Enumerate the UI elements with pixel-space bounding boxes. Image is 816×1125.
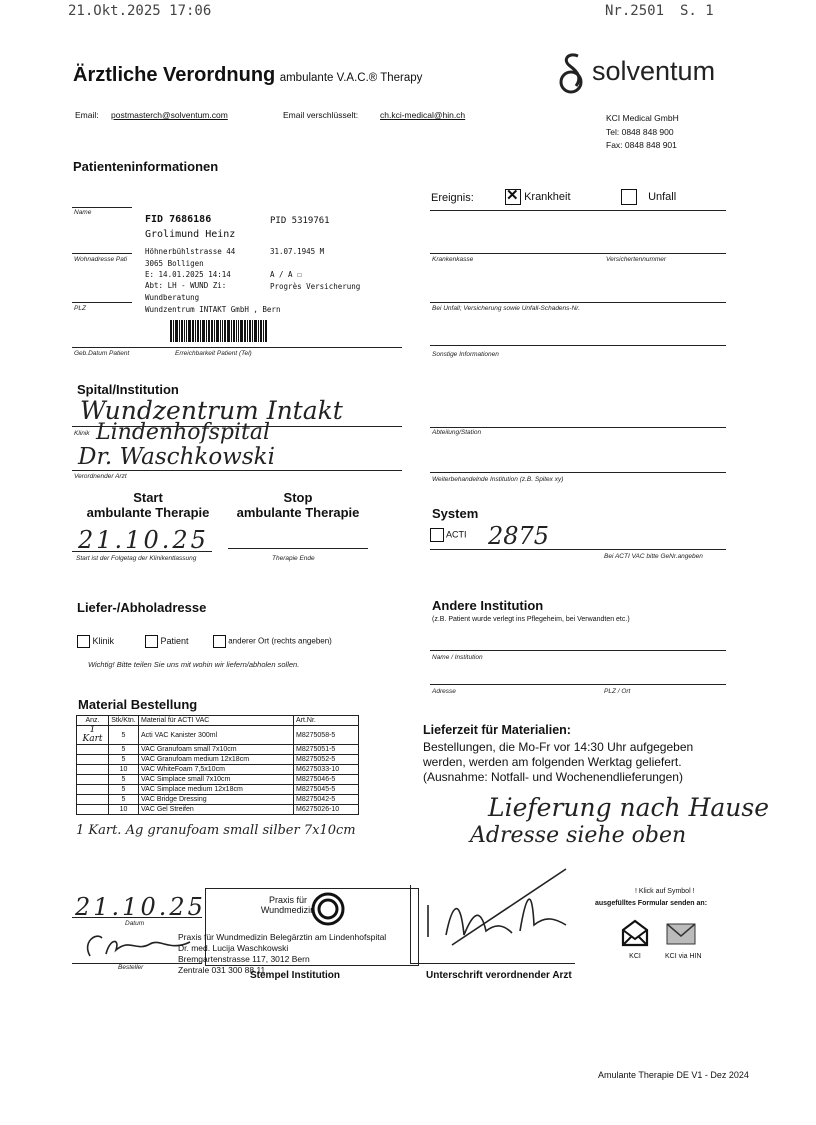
company-name: KCI Medical GmbH — [606, 113, 679, 123]
patient-entry: E: 14.01.2025 14:14 — [145, 270, 231, 279]
delivery-clinic-checkbox[interactable] — [77, 635, 90, 648]
material-table — [76, 715, 359, 815]
send-instruction: ausgefülltes Formular senden an: — [595, 900, 708, 907]
logo-text: solventum — [592, 56, 716, 86]
insurer-label: Krankenkasse — [432, 256, 474, 263]
stamp-label: Stempel Institution — [250, 970, 340, 981]
material-name: Acti VAC Kanister 300ml — [139, 726, 294, 745]
send-kci-hin-button[interactable] — [665, 918, 702, 960]
material-article: M6275033-10 — [294, 765, 359, 775]
patient-pid: PID 5319761 — [270, 216, 330, 226]
material-pcs: 5 — [109, 745, 139, 755]
material-qty — [77, 745, 109, 755]
title-sub: ambulante V.A.C.® Therapy — [279, 72, 423, 84]
doctor-label: Verordnender Arzt — [74, 473, 127, 480]
stamp-title: Praxis für Wundmedizin — [260, 895, 316, 915]
material-row — [77, 785, 359, 795]
delivery-patient-label: Patient — [160, 635, 189, 646]
material-header-row — [77, 716, 359, 726]
material-name: VAC Simplace small 7x10cm — [139, 775, 294, 785]
material-row — [77, 805, 359, 815]
material-row — [77, 755, 359, 765]
patient-barcode — [170, 320, 268, 347]
stop-heading — [228, 490, 368, 520]
material-hand-note: 1 Kart. Ag granufoam small silber 7x10cm — [76, 823, 356, 838]
name-label: Name — [74, 209, 92, 216]
material-name: VAC Gel Streifen — [139, 805, 294, 815]
plz-label: PLZ — [74, 305, 86, 312]
system-heading: System — [432, 506, 479, 521]
material-article: M8275051-5 — [294, 745, 359, 755]
material-row — [77, 765, 359, 775]
material-article: M8275042-5 — [294, 795, 359, 805]
delivery-clinic-option[interactable] — [77, 635, 114, 648]
title-main: Ärztliche Verordnung — [73, 64, 276, 86]
delivery-other-checkbox[interactable] — [213, 635, 226, 648]
insured-no-label: Versichertennummer — [606, 256, 667, 263]
clinic-label: Klinik — [74, 430, 90, 437]
accident-info-label: Bei Unfall; Versicherung sowie Unfall-Schadens-Nr. — [432, 305, 580, 312]
patient-name: Grolimund Heinz — [145, 229, 236, 240]
delivery-heading: Liefer-/Abholadresse — [77, 600, 207, 615]
email-enc-label: Email verschlüsselt: — [283, 110, 359, 120]
accident-label: Unfall — [648, 190, 677, 203]
send-kci-button[interactable] — [620, 918, 650, 960]
accident-checkbox[interactable] — [621, 189, 637, 205]
start-heading — [78, 490, 218, 520]
address-label: Wohnadresse Pati — [74, 256, 128, 263]
col-material: Material für ACTI VAC — [139, 716, 294, 726]
lead-time-2: werden, werden am folgenden Werktag geliefert. — [423, 755, 682, 769]
ward-label: Abteilung/Station — [432, 429, 482, 436]
institution-heading: Spital/Institution — [77, 382, 179, 397]
delivery-clinic-label: Klinik — [92, 635, 115, 646]
end-label: Therapie Ende — [272, 555, 315, 562]
material-name: VAC Granufoam medium 12x18cm — [139, 755, 294, 765]
material-qty — [77, 755, 109, 765]
material-row — [77, 775, 359, 785]
acti-note: Bei ACTI VAC bitte GeNr.angeben — [604, 553, 703, 560]
patient-birth: 31.07.1945 M — [270, 247, 325, 256]
patient-street: Höhnerbühlstrasse 44 — [145, 247, 236, 256]
device-no-hand: 2875 — [488, 522, 550, 550]
material-qty — [77, 805, 109, 815]
click-instruction: ! Klick auf Symbol ! — [635, 888, 695, 895]
hand-institution: Wundzentrum Intakt — [80, 396, 343, 425]
patient-city: 3065 Bolligen — [145, 259, 204, 268]
material-article: M8275045-5 — [294, 785, 359, 795]
stamp-line-3: Bremgartenstrasse 117, 3012 Bern — [178, 954, 310, 964]
kci-label: KCI — [629, 953, 641, 960]
dob-label: Geb.Datum Patient — [74, 350, 130, 357]
doctor-signature — [416, 865, 596, 965]
col-pcs: Stk/Ktn. — [109, 716, 139, 726]
material-pcs: 5 — [109, 755, 139, 765]
other-address-label: Adresse — [432, 688, 456, 695]
company-tel: Tel: 0848 848 900 — [606, 127, 674, 137]
fax-number: Nr.2501 — [605, 3, 665, 19]
patient-dept: Abt: LH - WUND Zi: — [145, 281, 227, 290]
stamp-line-4: Zentrale 031 300 88 11 — [178, 965, 266, 975]
material-row — [77, 795, 359, 805]
material-pcs: 10 — [109, 765, 139, 775]
col-article: Art.Nr. — [294, 716, 359, 726]
signature-label: Unterschrift verordnender Arzt — [426, 970, 572, 981]
stop-heading-1: Stop — [283, 490, 313, 505]
stop-heading-2: ambulante Therapie — [236, 505, 360, 520]
material-row — [77, 745, 359, 755]
material-pcs: 5 — [109, 775, 139, 785]
footer-date-label: Datum — [125, 920, 145, 927]
form-version: Amulante Therapie DE V1 - Dez 2024 — [598, 1070, 749, 1080]
delivery-other-option[interactable] — [213, 635, 332, 648]
solventum-s-icon — [558, 52, 586, 96]
reach-label: Erreichbarkeit Patient (Tel) — [175, 350, 252, 357]
delivery-patient-checkbox[interactable] — [145, 635, 158, 648]
further-inst-label: Weiterbehandelnde Institution (z.B. Spitex xy) — [432, 476, 564, 483]
other-inst-heading: Andere Institution — [432, 598, 544, 613]
material-pcs: 5 — [109, 785, 139, 795]
company-fax: Fax: 0848 848 901 — [606, 140, 677, 150]
patient-dept2: Wundberatung — [145, 293, 200, 302]
patient-heading: Patienteninformationen — [73, 159, 219, 174]
other-plz-label: PLZ / Ort — [604, 688, 631, 695]
start-date-hand: 21.10.25 — [78, 526, 209, 554]
delivery-important: Wichtig! Bitte teilen Sie uns mit wohin wir liefern/abholen sollen. — [88, 660, 300, 669]
material-qty: 1 Kart — [77, 726, 109, 745]
fax-page: S. 1 — [680, 3, 714, 19]
acti-option[interactable] — [430, 528, 467, 542]
start-heading-1: Start — [133, 490, 163, 505]
delivery-other-label: anderer Ort (rechts angeben) — [228, 636, 332, 646]
other-inst-sub: (z.B. Patient wurde verlegt ins Pflegeheim, bei Verwandten etc.) — [432, 616, 630, 623]
material-name: VAC Simplace medium 12x18cm — [139, 785, 294, 795]
illness-option[interactable] — [505, 189, 571, 205]
lead-time-heading: Lieferzeit für Materialien: — [423, 723, 571, 737]
material-name: VAC WhiteFoam 7,5x10cm — [139, 765, 294, 775]
kci-hin-label: KCI via HIN — [665, 953, 702, 960]
form-title — [73, 64, 422, 87]
email-link[interactable]: postmasterch@solventum.com — [111, 110, 228, 120]
delivery-hand-1: Lieferung nach Hause — [488, 793, 770, 822]
material-pcs: 5 — [109, 795, 139, 805]
solventum-logo — [558, 52, 716, 101]
email-enc-link[interactable]: ch.kci-medical@hin.ch — [380, 110, 466, 120]
patient-fid: FID 7686186 — [145, 214, 212, 225]
footer-date-hand: 21.10.25 — [75, 893, 206, 921]
stamp-line-2: Dr. med. Lucija Waschkowski — [178, 943, 289, 953]
material-qty — [77, 765, 109, 775]
stamp-line-1: Praxis für Wundmedizin Belegärztin am Lindenhofspital — [178, 932, 387, 942]
material-pcs: 5 — [109, 726, 139, 745]
material-article: M8275052-5 — [294, 755, 359, 765]
patient-insurer: Progrès Versicherung — [270, 282, 361, 291]
material-heading: Material Bestellung — [78, 697, 198, 712]
delivery-hand-2: Adresse siehe oben — [470, 823, 687, 848]
event-label: Ereignis: — [431, 192, 474, 204]
patient-code: A / A ☐ — [270, 270, 302, 279]
material-qty — [77, 775, 109, 785]
delivery-patient-option[interactable] — [145, 635, 189, 648]
material-pcs: 10 — [109, 805, 139, 815]
material-qty — [77, 785, 109, 795]
illness-checkbox[interactable]: ✕ — [505, 189, 521, 205]
material-qty — [77, 795, 109, 805]
hand-clinic: Lindenhofspital — [96, 420, 271, 445]
fax-date: 21.Okt.2025 17:06 — [68, 3, 212, 19]
lead-time-1: Bestellungen, die Mo-Fr vor 14:30 Uhr aufgegeben — [423, 740, 694, 754]
material-name: VAC Bridge Dressing — [139, 795, 294, 805]
email-label: Email: — [75, 110, 99, 120]
material-article: M8275058-5 — [294, 726, 359, 745]
hin-mail-icon — [665, 918, 697, 948]
other-name-label: Name / Institution — [432, 654, 483, 661]
hand-doctor: Dr. Waschkowski — [78, 444, 275, 470]
orderer-label: Besteller — [118, 964, 144, 971]
col-qty: Anz. — [77, 716, 109, 726]
start-heading-2: ambulante Therapie — [86, 505, 210, 520]
stamp-logo-icon — [310, 891, 346, 927]
illness-label: Krankheit — [524, 190, 571, 203]
mail-icon — [620, 918, 650, 948]
start-note: Start ist der Folgetag der Klinikentlassung — [76, 555, 197, 562]
acti-label: ACTI — [446, 529, 467, 540]
acti-checkbox[interactable] — [430, 528, 444, 542]
accident-option[interactable] — [621, 189, 676, 205]
patient-center: Wundzentrum INTAKT GmbH , Bern — [145, 305, 281, 314]
material-article: M8275046-5 — [294, 775, 359, 785]
material-article: M6275026-10 — [294, 805, 359, 815]
material-row — [77, 726, 359, 745]
material-name: VAC Granufoam small 7x10cm — [139, 745, 294, 755]
other-info-label: Sonstige Informationen — [432, 351, 499, 358]
lead-time-3: (Ausnahme: Notfall- und Wochenendlieferungen) — [423, 770, 683, 784]
